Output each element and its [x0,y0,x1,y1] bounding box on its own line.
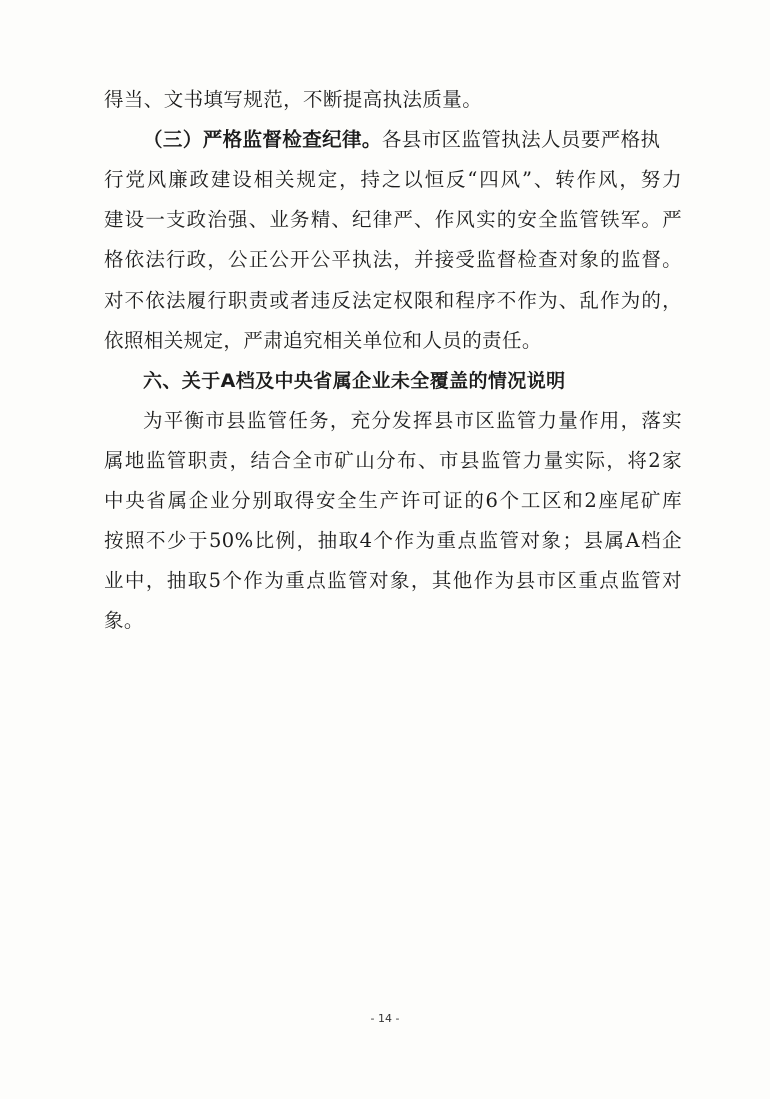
body-line-3: 行党风廉政建设相关规定，持之以恒反“四风”、转作风，努力 [104,168,682,191]
body-line-1 [104,80,682,120]
body-text: 得当、文书填写规范，不断提高执法质量。 [104,88,483,111]
body-line-5: 格依法行政，公正公开公平执法，并接受监督检查对象的监督。 [104,248,682,271]
body-line-9: 属地监管职责，结合全市矿山分布、市县监管力量实际，将2家 [104,449,682,472]
body-line-4: 建设一支政治强、业务精、纪律严、作风实的安全监管铁军。严 [104,208,682,231]
body-line-8: 为平衡市县监管任务，充分发挥县市区监管力量作用，落实 [143,409,682,432]
subheading-strict-discipline: （三）严格监督检查纪律。 [143,128,382,151]
body-line-7: 依照相关规定，严肃追究相关单位和人员的责任。 [104,329,542,352]
body-text: 各县市区监管执法人员要严格执 [381,128,661,151]
body-line-13: 象。 [104,609,144,632]
body-line-10: 中央省属企业分别取得安全生产许可证的6个工区和2座尾矿库 [104,489,682,512]
body-line-11: 按照不少于50%比例，抽取4个作为重点监管对象；县属A档企 [104,529,682,552]
body-line-12: 业中，抽取5个作为重点监管对象，其他作为县市区重点监管对 [104,569,682,592]
body-line-6: 对不依法履行职责或者违反法定权限和程序不作为、乱作为的， [104,289,682,312]
page-number: - 14 - [370,1012,400,1025]
body-line-2 [143,120,682,160]
section-heading: 六、关于A档及中央省属企业未全覆盖的情况说明 [143,370,566,392]
